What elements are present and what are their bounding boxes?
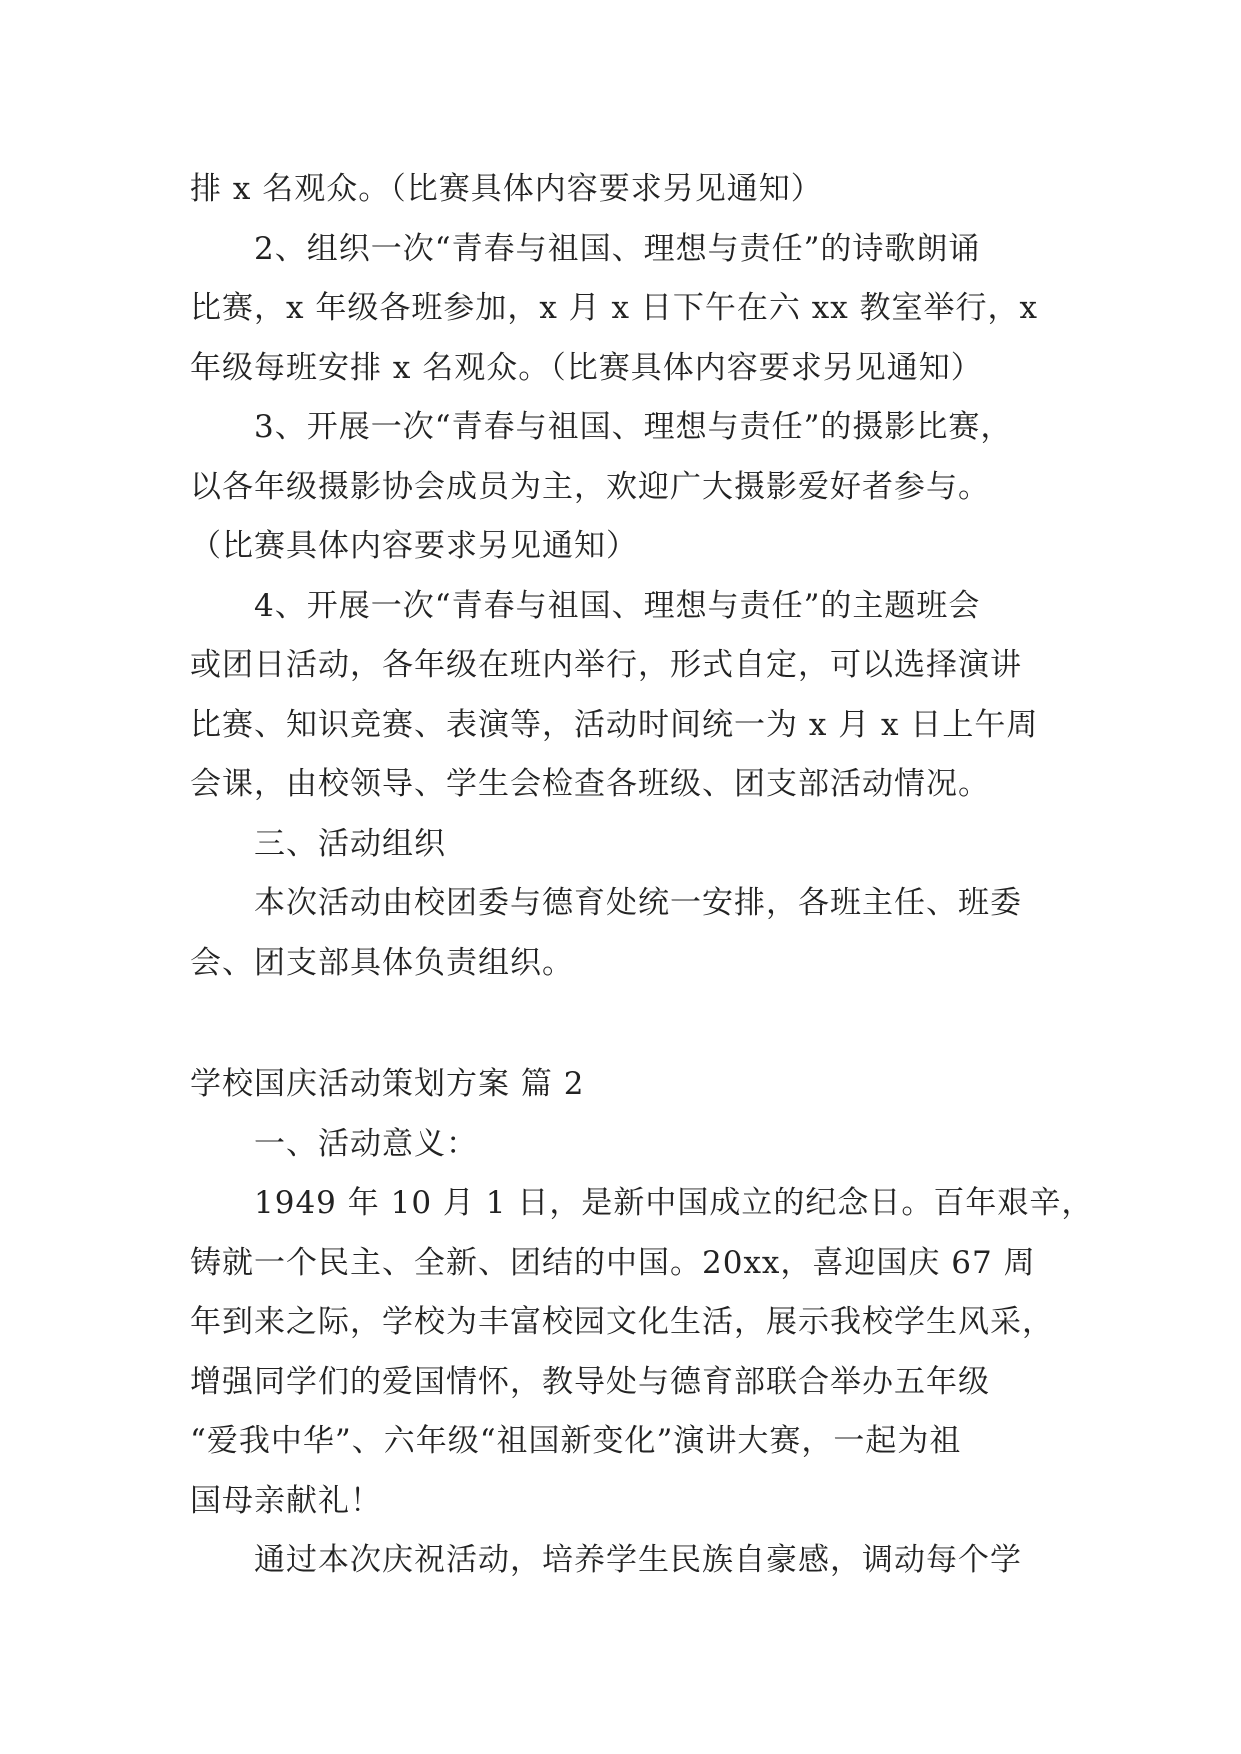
text-line: 以各年级摄影协会成员为主，欢迎广大摄影爱好者参与。 — [190, 468, 990, 505]
text-line: 或团日活动，各年级在班内举行，形式自定，可以选择演讲 — [190, 647, 1022, 683]
text-line: 排 x 名观众。（比赛具体内容要求另见通知） — [190, 171, 823, 207]
text-line: 4、开展一次“青春与祖国、理想与责任”的主题班会 — [254, 587, 981, 624]
text-line: （比赛具体内容要求另见通知） — [190, 528, 638, 564]
text-line: 年到来之际，学校为丰富校园文化生活，展示我校学生风采， — [190, 1304, 1054, 1340]
text-line: “爱我中华”、六年级“祖国新变化”演讲大赛，一起为祖 — [190, 1423, 962, 1459]
text-line: 比赛、知识竞赛、表演等，活动时间统一为 x 月 x 日上午周 — [190, 706, 1039, 743]
text-line: 本次活动由校团委与德育处统一安排，各班主任、班委 — [254, 885, 1022, 921]
text-line: 国母亲献礼！ — [190, 1482, 382, 1519]
document-page — [190, 160, 1094, 1591]
text-line: 1949 年 10 月 1 日，是新中国成立的纪念日。百年艰辛， — [254, 1185, 1094, 1221]
text-line: 会课，由校领导、学生会检查各班级、团支部活动情况。 — [190, 766, 990, 802]
document-title: 学校国庆活动策划方案 篇 2 — [190, 1066, 585, 1102]
text-line: 会、团支部具体负责组织。 — [190, 944, 574, 981]
section-heading: 一、活动意义： — [254, 1125, 478, 1162]
text-line: 增强同学们的爱国情怀，教导处与德育部联合举办五年级 — [190, 1363, 990, 1400]
text-line: 比赛，x 年级各班参加，x 月 x 日下午在六 xx 教室举行，x — [190, 290, 1039, 326]
section-gap — [190, 993, 1052, 1055]
section-heading: 三、活动组织 — [254, 825, 446, 862]
text-line: 铸就一个民主、全新、团结的中国。20xx，喜迎国庆 67 周 — [190, 1244, 1036, 1281]
text-line: 3、开展一次“青春与祖国、理想与责任”的摄影比赛， — [254, 409, 1013, 445]
text-line: 年级每班安排 x 名观众。（比赛具体内容要求另见通知） — [190, 349, 983, 386]
text-line: 2、组织一次“青春与祖国、理想与责任”的诗歌朗诵 — [254, 230, 981, 267]
text-line: 通过本次庆祝活动，培养学生民族自豪感，调动每个学 — [254, 1542, 1022, 1578]
